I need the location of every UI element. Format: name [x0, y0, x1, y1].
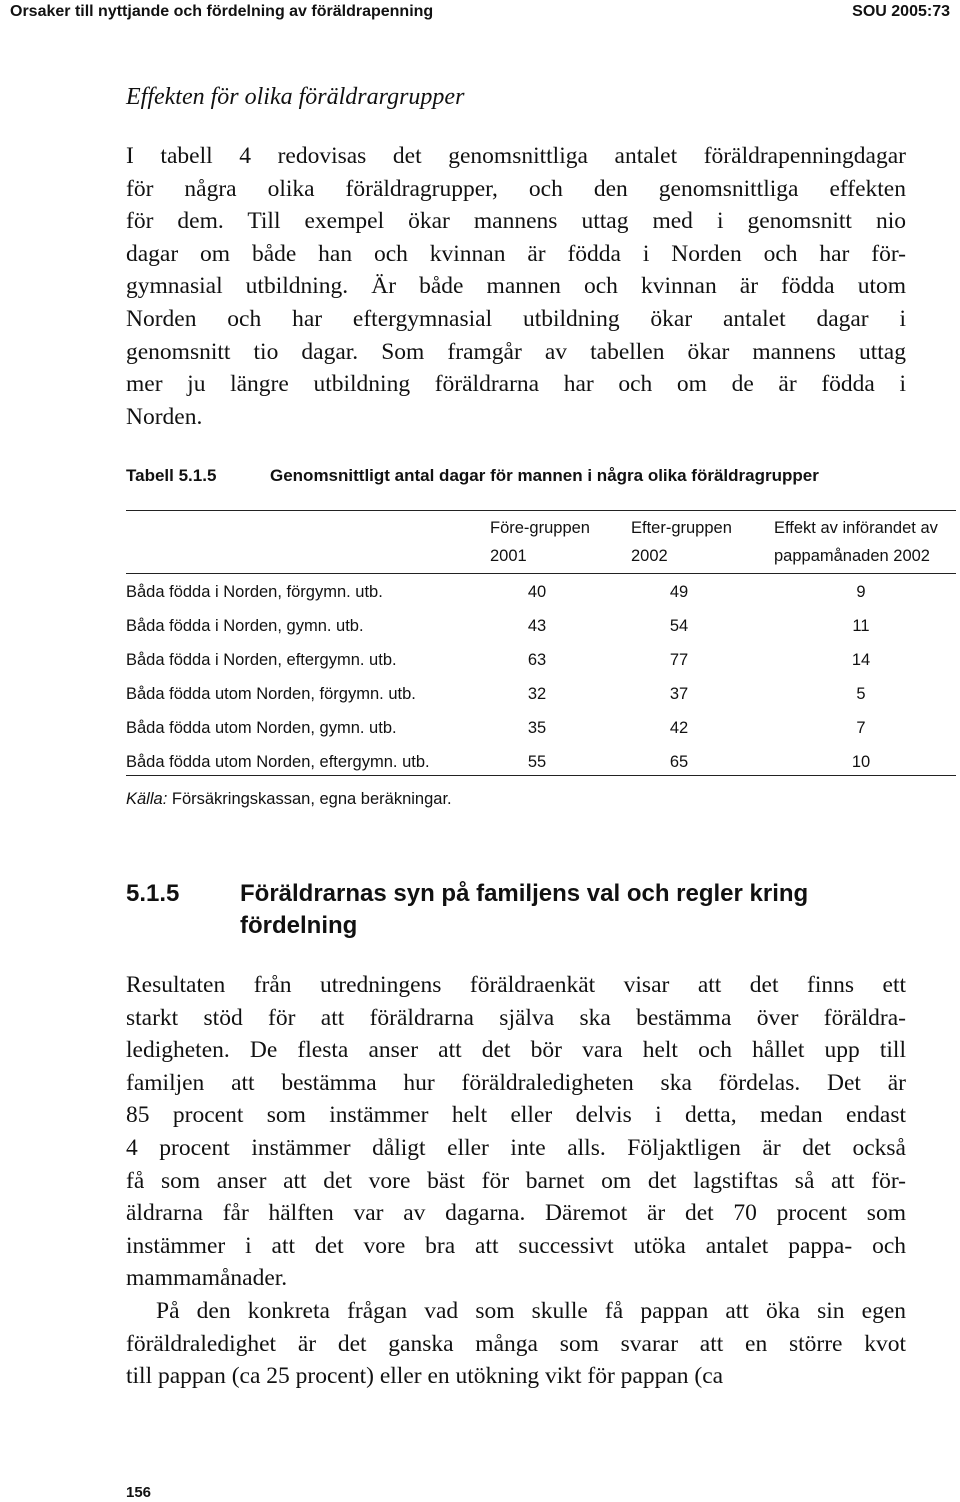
- table-source: [126, 790, 452, 809]
- header-before-line2: 2001: [490, 547, 527, 565]
- section-subtitle: Effekten för olika föräldrargrupper: [126, 84, 465, 110]
- header-effect-line1: Effekt av införandet av: [774, 519, 938, 537]
- section-heading: [126, 878, 926, 942]
- paragraph-line: I tabell 4 redovisas det genomsnittliga antalet föräldrapenningdagar: [126, 143, 906, 169]
- table-cell-before: 40: [527, 583, 547, 601]
- table-cell-before: 63: [527, 651, 547, 669]
- source-text: Försäkringskassan, egna beräkningar.: [167, 790, 452, 808]
- paragraph-line: mer ju längre utbildning föräldrarna har och om de är födda i: [126, 371, 906, 398]
- paragraph-line: få som anser att det vore bäst för barnet om det lagstiftas så att för-: [126, 1167, 906, 1194]
- table-caption: [126, 466, 926, 486]
- table-row-label: Båda födda i Norden, eftergymn. utb.: [126, 651, 397, 669]
- intro-paragraph: [126, 140, 906, 433]
- table-cell-after: 49: [669, 583, 689, 601]
- table-cell-after: 54: [669, 617, 689, 635]
- table-caption-title: Genomsnittligt antal dagar för mannen i några olika föräldragrupper: [270, 466, 819, 485]
- paragraph-line: Norden.: [126, 403, 203, 430]
- body-paragraph-1: [126, 969, 906, 1295]
- table-cell-effect: 11: [852, 617, 870, 635]
- table-bottom-rule: [126, 775, 956, 776]
- paragraph-line: ledigheten. De flesta anser att det bör vara helt och hållet upp till: [126, 1037, 906, 1064]
- table-top-rule: [126, 510, 956, 511]
- section-title-line1: Föräldrarnas syn på familjens val och regler kring: [240, 880, 809, 907]
- table-cell-before: 43: [527, 617, 547, 635]
- section-title: [240, 878, 808, 942]
- table-header-after: [631, 514, 761, 570]
- paragraph-line: för några olika föräldragrupper, och den genomsnittliga effekten: [126, 175, 906, 202]
- header-effect-line2: pappamånaden 2002: [774, 547, 930, 565]
- table-cell-after: 77: [669, 651, 689, 669]
- table-cell-effect: 9: [856, 583, 866, 601]
- table-header-effect: [774, 514, 960, 570]
- table-cell-before: 32: [527, 685, 547, 703]
- table-cell-before: 55: [527, 753, 547, 771]
- table-cell-effect: 7: [856, 719, 866, 737]
- running-header-title: Orsaker till nyttjande och fördelning av föräldrapenning: [10, 3, 434, 20]
- paragraph-line: till pappan (ca 25 procent) eller en utökning vikt för pappan (ca: [126, 1363, 724, 1390]
- paragraph-line: genomsnitt tio dagar. Som framgår av tabellen ökar mannens uttag: [126, 338, 906, 365]
- paragraph-line: Norden och har eftergymnasial utbildning ökar antalet dagar i: [126, 305, 906, 332]
- paragraph-line: starkt stöd för att föräldrarna själva ska bestämma över föräldra-: [126, 1004, 906, 1031]
- table-caption-number: Tabell 5.1.5: [126, 466, 217, 485]
- table-cell-after: 65: [669, 753, 689, 771]
- body-paragraph-2: [126, 1295, 906, 1393]
- table-row-label: Båda födda i Norden, förgymn. utb.: [126, 583, 383, 601]
- table-cell-before: 35: [527, 719, 547, 737]
- table-cell-effect: 5: [856, 685, 866, 703]
- paragraph-line: 85 procent som instämmer helt eller delvis i detta, medan endast: [126, 1102, 906, 1129]
- paragraph-line: föräldraledighet är det ganska många som svarar att en större kvot: [126, 1330, 906, 1357]
- header-after-line2: 2002: [631, 547, 668, 565]
- paragraph-line: dagar om både han och kvinnan är födda i Norden och har för-: [126, 240, 906, 267]
- paragraph-line: familjen att bestämma hur föräldraledigheten ska fördelas. Det är: [126, 1069, 906, 1096]
- paragraph-line: mammamånader.: [126, 1265, 288, 1292]
- table-row-label: Båda födda i Norden, gymn. utb.: [126, 617, 364, 635]
- paragraph-line: 4 procent instämmer dåligt eller inte alls. Följaktligen är det också: [126, 1134, 906, 1161]
- header-after-line1: Efter-gruppen: [631, 519, 732, 537]
- table-row-label: Båda födda utom Norden, eftergymn. utb.: [126, 753, 430, 771]
- paragraph-line: äldrarna får hälften var av dagarna. Däremot är det 70 procent som: [126, 1200, 906, 1227]
- header-before-line1: Före-gruppen: [490, 519, 590, 537]
- table-header-rule: [126, 573, 956, 574]
- table-row-label: Båda födda utom Norden, förgymn. utb.: [126, 685, 416, 703]
- section-number: 5.1.5: [126, 880, 180, 907]
- table-header-before: [490, 514, 610, 570]
- table-cell-effect: 14: [851, 651, 871, 669]
- running-header: [0, 0, 960, 24]
- paragraph-line: gymnasial utbildning. Är både mannen och kvinnan är födda utom: [126, 273, 906, 300]
- section-title-line2: fördelning: [240, 912, 358, 939]
- table-cell-after: 42: [669, 719, 689, 737]
- paragraph-line: för dem. Till exempel ökar mannens uttag med i genomsnitt nio: [126, 208, 906, 235]
- paragraph-line: Resultaten från utredningens föräldraenkät visar att det finns ett: [126, 972, 906, 998]
- paragraph-line: På den konkreta frågan vad som skulle få pappan att öka sin egen: [156, 1298, 906, 1324]
- table-cell-after: 37: [669, 685, 689, 703]
- table-row-label: Båda födda utom Norden, gymn. utb.: [126, 719, 397, 737]
- page-number: 156: [126, 1484, 152, 1501]
- running-header-report-id: SOU 2005:73: [852, 3, 950, 20]
- table-cell-effect: 10: [851, 753, 871, 771]
- paragraph-line: instämmer i att det vore bra att successivt utöka antalet pappa- och: [126, 1232, 906, 1259]
- source-label: Källa:: [126, 790, 168, 808]
